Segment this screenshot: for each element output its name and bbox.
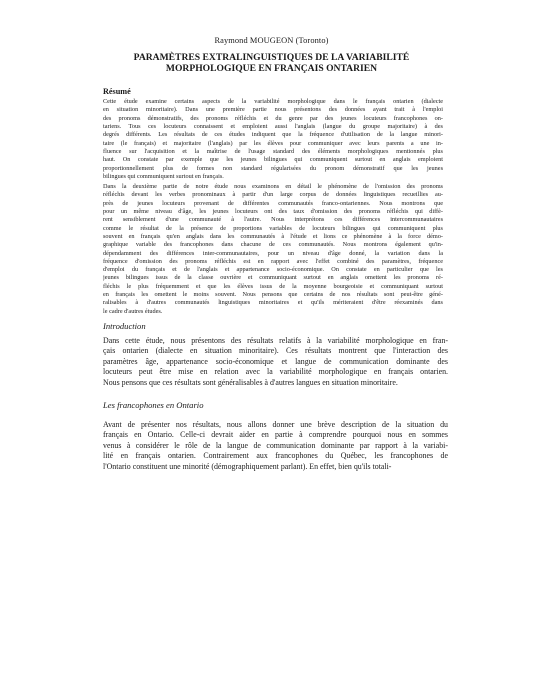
resume-paragraph-2 [103, 183, 443, 316]
author-line: Raymond MOUGEON (Toronto) [214, 36, 329, 45]
text-line: taire (le français) et majoritaire (l'anglais) par les élèves pour communiquer avec leurs parents a une in- [103, 139, 443, 147]
introduction-paragraph [103, 336, 448, 388]
text-line: français en Ontario. Celle-ci devrait aider en partie à comprendre pourquoi nous en sommes [103, 430, 448, 440]
text-line: çais ontarien (dialecte en situation minoritaire). Ces résultats montrent que l'interaction des [103, 346, 448, 356]
resume-heading: Résumé [103, 87, 131, 96]
text-line: Nous pensons que ces résultats sont généralisables à d'autres langues en situation minoritaire. [103, 377, 398, 387]
text-line: d'emploi du français et de l'anglais et appartenance socio-économique. On constate en particulier que les [103, 266, 443, 274]
text-line: fluence sur l'acquisition et la maîtrise de l'usage standard des éléments morphologiques mentionnés plus [103, 147, 443, 155]
text-line: rent sensiblement d'une communauté à l'autre. Nous interprétons ces différences intercommunautaires [103, 216, 443, 224]
text-line: fréquence d'omission des pronoms réfléchis est en rapport avec l'effet combiné des paramètres, fréquence [103, 257, 443, 265]
text-line: en français les omettent le moins souvent. Nous pensons que certains de nos résultats sont peut-être géné- [103, 291, 443, 299]
text-line: l'Ontario constituent une minorité (démographiquement parlant). En effet, bien qu'ils totali- [103, 461, 392, 471]
text-line: Dans cette étude, nous présentons des résultats relatifs à la variabilité morphologique en fran- [103, 336, 448, 345]
text-line: comme le résultat de la présence de proportions variables de locuteurs bilingues qui communiquent plus [103, 224, 443, 232]
text-line: pour un même niveau d'âge, les jeunes locuteurs ont des taux d'omission des pronoms réfléchis qui diffè- [103, 207, 443, 215]
francophones-paragraph [103, 420, 448, 472]
text-line: Avant de présenter nos résultats, nous allons donner une brève description de la situation du [103, 420, 448, 429]
text-line: graphique variable des francophones dans chacune de ces communautés. Nous montrons également qu'in- [103, 241, 443, 249]
resume-paragraph-1 [103, 98, 443, 181]
title-line-1: PARAMÈTRES EXTRALINGUISTIQUES DE LA VARIABILITÉ [133, 52, 410, 63]
text-line: souvent en français qu'en anglais dans les communautés à l'étude et lions ce phénomène à la force démo- [103, 232, 443, 240]
text-line: près de jeunes locuteurs provenant de différentes communautés franco-ontariennes. Nous montrons que [103, 199, 443, 207]
text-line: fléchis le plus fréquemment et que les élèves issus de la moyenne bourgeoisie et communiquant surtout [103, 282, 443, 290]
title-line-2: MORPHOLOGIQUE EN FRANÇAIS ONTARIEN [165, 63, 378, 74]
text-line: degrés différents. Les résultats de ces études indiquent que la fréquence d'utilisation de la langue minori- [103, 131, 443, 139]
section-heading-francophones: Les francophones en Ontario [103, 400, 204, 410]
text-line: en situation minoritaire). Dans une première partie nous présentons des données ayant trait à l'emploi [103, 106, 443, 114]
text-line: locuteurs peut être mise en relation avec la variabilité morphologique en français ontarien. [103, 367, 448, 377]
introduction-heading: Introduction [103, 321, 146, 331]
text-line: bilingues qui communiquent surtout en français. [103, 172, 224, 180]
text-line: Dans la deuxième partie de notre étude nous examinons en détail le phénomène de l'omission des pronoms [103, 183, 443, 190]
text-line: le cadre d'autres études. [103, 307, 163, 315]
paper-title [0, 52, 543, 74]
text-line: Cette étude examine certains aspects de la variabilité morphologique dans le français ontarien (dialecte [103, 98, 443, 105]
text-line: haut. On constate par exemple que les jeunes bilingues qui communiquent surtout en anglais emploient [103, 156, 443, 164]
text-line: réfléchis devant les verbes pronominaux à partir d'un large corpus de données linguistiques recueillies au- [103, 191, 443, 199]
text-line: lité en français ontarien. Contrairement aux francophones du Québec, les francophones de [103, 451, 448, 461]
text-line: ralisables à d'autres communautés linguistiques minoritaires et qu'ils mériteraient d'être réexaminés dans [103, 299, 443, 307]
text-line: jeunes bilingues issus de la classe ouvrière et communiquant surtout en anglais omettent les pronoms ré- [103, 274, 443, 282]
text-line: venus à considérer le rôle de la langue de communication dominante par rapport à la variabi- [103, 440, 448, 450]
text-line: des pronoms démonstratifs, des pronoms réfléchis et du genre par des jeunes locuteurs francophones on- [103, 114, 443, 122]
text-line: proportionnellement plus de formes non standard régularisées du pronom démonstratif que les jeunes [103, 164, 443, 172]
text-line: paramètres âge, appartenance socio-économique et langue de communication dominante des [103, 356, 448, 366]
text-line: tariens. Tous ces locuteurs connaissent et emploient aussi l'anglais (langue du groupe majoritaire) à des [103, 122, 443, 130]
text-line: dépendamment des différences inter-communautaires, pour un niveau d'âge donné, la variation dans la [103, 249, 443, 257]
